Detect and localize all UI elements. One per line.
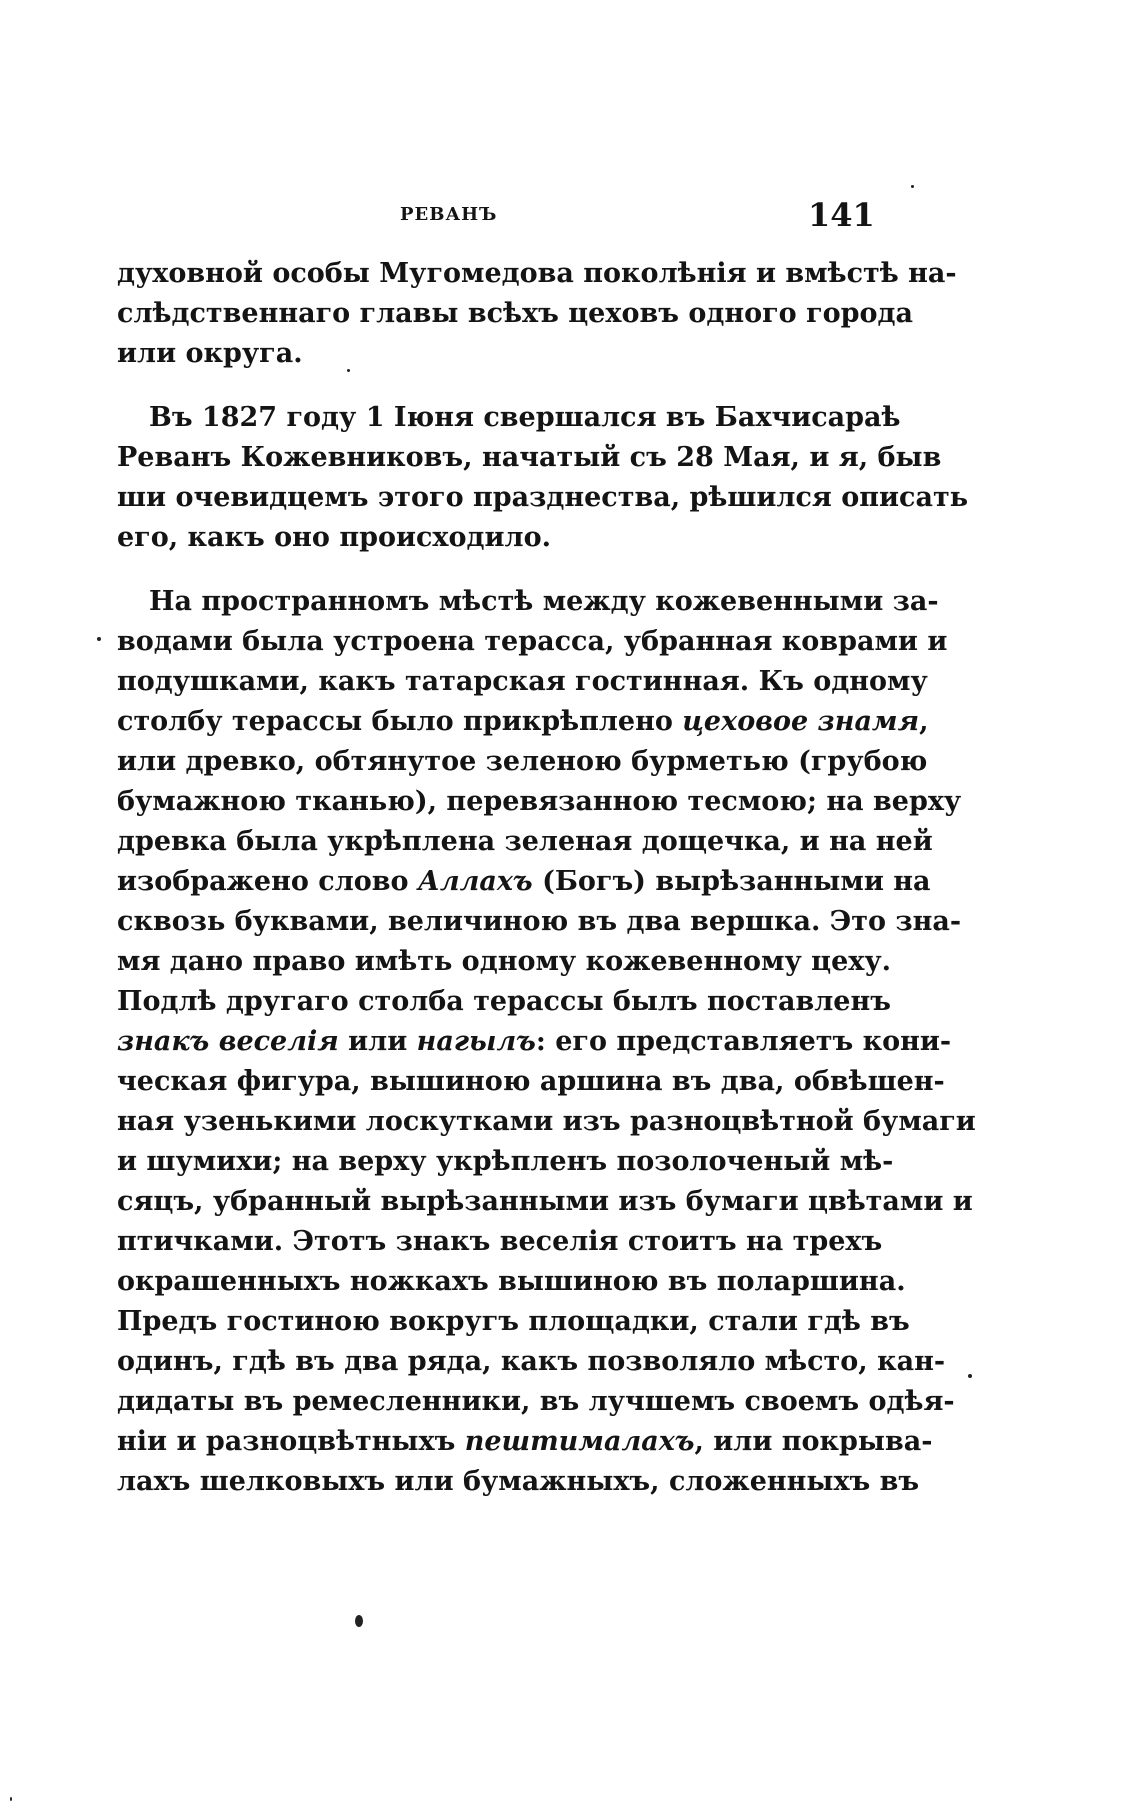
paragraph [117,582,976,1502]
text-line: мя дано право имѣть одному кожевенному цеху. [117,946,892,977]
text-line: столбу терассы было прикрѣплено цеховое знамя, [117,706,929,737]
text-line: его, какъ оно происходило. [117,522,552,553]
scan-speck [97,637,101,641]
scan-speck [347,369,350,372]
scan-speck [911,185,914,188]
text-line: Реванъ Кожевниковъ, начатый съ 28 Мая, и я, быв [117,442,942,473]
text-line: знакъ веселія или нагылъ: его представляетъ кони- [117,1026,952,1057]
text-line: ная узенькими лоскутками изъ разноцвѣтной бумаги [117,1106,976,1137]
text-line: изображено слово Аллахъ (Богъ) вырѣзанными на [117,866,931,897]
text-line: сяцъ, убранный вырѣзанными изъ бумаги цвѣтами и [117,1186,973,1217]
text-line: Въ 1827 году 1 Іюня свершался въ Бахчисараѣ [149,402,901,433]
text-line: одинъ, гдѣ въ два ряда, какъ позволяло мѣсто, кан- [117,1346,946,1377]
text-line: или округа. [117,338,303,369]
text-line: дидаты въ ремесленники, въ лучшемъ своемъ одѣя- [117,1386,955,1417]
text-line: окрашенныхъ ножкахъ вышиною въ поларшина. [117,1266,906,1297]
text-line: сквозь буквами, величиною въ два вершка. Это зна- [117,906,962,937]
text-line: бумажною тканью), перевязанною тесмою; на верху [117,786,962,817]
text-line: птичками. Этотъ знакъ веселія стоитъ на трехъ [117,1226,883,1257]
text-line: На пространномъ мѣстѣ между кожевенными за- [149,586,939,617]
text-line: древка была укрѣплена зеленая дощечка, и на ней [117,826,933,857]
text-line: или древко, обтянутое зеленою бурметью (грубою [117,746,928,777]
text-line: ческая фигура, вышиною аршина въ два, обвѣшен- [117,1066,945,1097]
text-line: и шумихи; на верху укрѣпленъ позолоченый мѣ- [117,1146,894,1177]
text-line: лахъ шелковыхъ или бумажныхъ, сложенныхъ въ [117,1466,920,1497]
text-line: слѣдственнаго главы всѣхъ цеховъ одного города [117,298,913,329]
body-text [117,254,976,1502]
scan-speck [968,1374,972,1378]
running-title: РЕВАНЪ [400,204,498,225]
text-line: духовной особы Мугомедова поколѣнія и вмѣстѣ на- [117,258,957,289]
text-line: Предъ гостиною вокругъ площадки, стали гдѣ въ [117,1306,910,1337]
paragraph [117,254,957,374]
scan-speck [10,1797,12,1801]
scan-speck [355,1615,363,1627]
text-line: подушками, какъ татарская гостинная. Къ одному [117,666,928,697]
text-line: ніи и разноцвѣтныхъ пештималахъ, или покрыва- [117,1426,933,1457]
text-line: ши очевидцемъ этого празднества, рѣшился описать [117,482,969,513]
text-line: Подлѣ другаго столба терассы былъ поставленъ [117,986,891,1017]
page-number: 141 [808,196,875,234]
paragraph [117,398,969,558]
text-line: водами была устроена терасса, убранная коврами и [117,626,948,657]
